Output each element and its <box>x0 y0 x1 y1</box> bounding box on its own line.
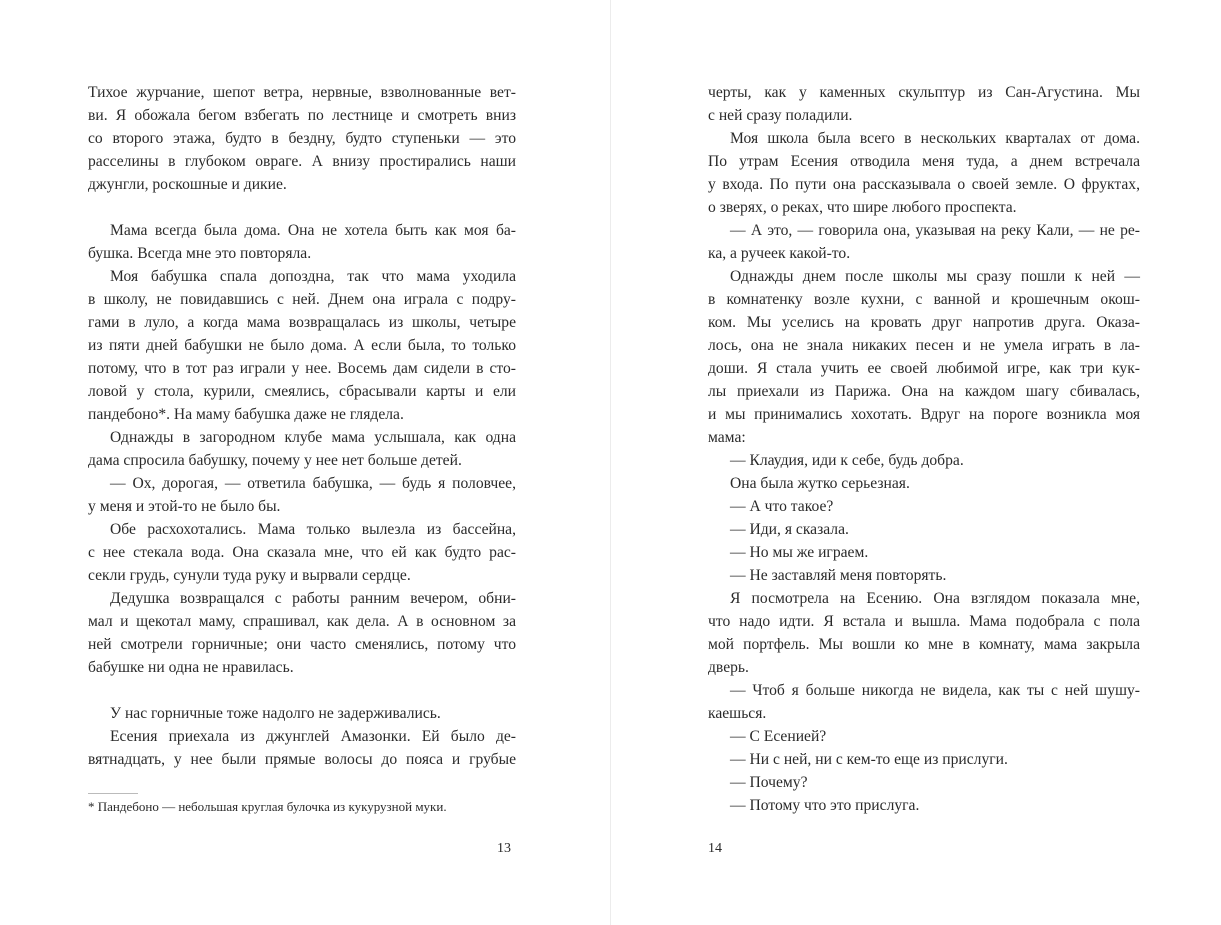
text-line: потому, что в тот раз играли у нее. Восемь дам сидели в сто- <box>88 360 516 377</box>
text-line: мама: <box>708 429 746 446</box>
text-line: Я посмотрела на Есению. Она взглядом показала мне, <box>730 590 1140 607</box>
footnote-rule <box>88 793 138 794</box>
paragraph <box>88 472 516 518</box>
page-number-left: 13 <box>497 841 511 856</box>
paragraph <box>708 679 1140 725</box>
text-line: бабушке ни одна не нравилась. <box>88 659 294 676</box>
paragraph <box>708 81 1140 127</box>
text-line: секли грудь, сунули туда руку и вырвали сердце. <box>88 567 411 584</box>
text-line: Она была жутко серьезная. <box>730 475 910 492</box>
text-line: Тихое журчание, шепот ветра, нервные, взволнованные вет- <box>88 84 516 101</box>
text-line: ком. Мы уселись на кровать друг напротив друга. Оказа- <box>708 314 1140 331</box>
text-line: ка, а ручеек какой-то. <box>708 245 851 262</box>
text-line: у входа. По пути она рассказывала о своей земле. О фруктах, <box>708 176 1140 193</box>
paragraph <box>88 725 516 771</box>
paragraph <box>88 265 516 426</box>
text-line: Есения приехала из джунглей Амазонки. Ей было де- <box>110 728 516 745</box>
text-line: джунгли, роскошные и дикие. <box>88 176 287 193</box>
text-line: с нее стекала вода. Она сказала мне, что ей как будто рас- <box>88 544 516 561</box>
text-line: пандебоно*. На маму бабушка даже не глядела. <box>88 406 404 423</box>
text-line: каешься. <box>708 705 767 722</box>
text-line: лы приехали из Парижа. Она на каждом шагу сбивалась, <box>708 383 1140 400</box>
text-line: — Клаудия, иди к себе, будь добра. <box>730 452 964 469</box>
text-line: — Ни с ней, ни с кем-то еще из прислуги. <box>730 751 1008 768</box>
text-line: о зверях, о реках, что шире любого проспекта. <box>708 199 1017 216</box>
text-line: расселины в глубоком овраге. А внизу простирались наши <box>88 153 516 170</box>
text-line: из пяти дней бабушки не было дома. А если была, то только <box>88 337 516 354</box>
section-break <box>88 196 516 219</box>
text-line: — Чтоб я больше никогда не видела, как ты с ней шушу- <box>730 682 1140 699</box>
text-line: лось, она не знала никаких песен и не умела играть в ла- <box>708 337 1140 354</box>
paragraph <box>88 587 516 679</box>
text-line: — Потому что это прислуга. <box>730 797 920 814</box>
text-line: у меня и этой-то не было бы. <box>88 498 281 515</box>
text-line: бушка. Всегда мне это повторяла. <box>88 245 312 262</box>
page-number-right: 14 <box>708 841 722 856</box>
left-page-text <box>88 81 516 771</box>
text-line: — С Есенией? <box>730 728 827 745</box>
section-break <box>88 679 516 702</box>
footnote: * Пандебоно — небольшая круглая булочка из кукурузной муки. <box>88 799 447 814</box>
paragraph <box>708 748 1140 771</box>
text-line: мой портфель. Мы вошли ко мне в комнату, мама закрыла <box>708 636 1140 653</box>
text-line: Дедушка возвращался с работы ранним вечером, обни- <box>110 590 516 607</box>
paragraph <box>88 518 516 587</box>
paragraph <box>88 702 516 725</box>
text-line: Однажды в загородном клубе мама услышала, как одна <box>110 429 516 446</box>
text-line: со второго этажа, будто в бездну, будто ступеньки — это <box>88 130 516 147</box>
text-line: с ней сразу поладили. <box>708 107 853 124</box>
paragraph <box>708 472 1140 495</box>
text-line: мал и щекотал маму, спрашивал, как дела. А в основном за <box>88 613 516 630</box>
text-line: — Почему? <box>730 774 808 791</box>
text-line: Моя школа была всего в нескольких кварталах от дома. <box>730 130 1140 147</box>
page-gutter <box>610 0 611 925</box>
text-line: ней смотрели горничные; они часто сменялись, потому что <box>88 636 516 653</box>
paragraph <box>88 426 516 472</box>
text-line: в школу, не повидавшись с ней. Днем она играла с подру- <box>88 291 516 308</box>
paragraph <box>708 127 1140 219</box>
text-line: вятнадцать, у нее были прямые волосы до пояса и грубые <box>88 751 516 768</box>
text-line: — А что такое? <box>730 498 834 515</box>
right-page-text <box>708 81 1140 817</box>
text-line: ви. Я обожала бегом взбегать по лестнице и смотреть вниз <box>88 107 516 124</box>
text-line: доши. Я стала учить ее своей любимой игре, как три кук- <box>708 360 1140 377</box>
text-line: Моя бабушка спала допоздна, так что мама уходила <box>110 268 516 285</box>
paragraph <box>708 541 1140 564</box>
paragraph <box>708 725 1140 748</box>
paragraph <box>708 265 1140 449</box>
text-line: и мы принимались хохотать. Вдруг на пороге возникла моя <box>708 406 1140 423</box>
text-line: дверь. <box>708 659 749 676</box>
paragraph <box>708 587 1140 679</box>
text-line: Мама всегда была дома. Она не хотела быть как моя ба- <box>110 222 516 239</box>
paragraph <box>708 564 1140 587</box>
paragraph <box>708 794 1140 817</box>
text-line: что надо идти. Я встала и вышла. Мама подобрала с пола <box>708 613 1140 630</box>
paragraph <box>88 219 516 265</box>
text-line: — Иди, я сказала. <box>730 521 849 538</box>
text-line: — Но мы же играем. <box>730 544 869 561</box>
text-line: гами в луло, а когда мама возвращалась из школы, четыре <box>88 314 516 331</box>
paragraph <box>708 518 1140 541</box>
text-line: — А это, — говорила она, указывая на реку Кали, — не ре- <box>730 222 1140 239</box>
text-line: черты, как у каменных скульптур из Сан-Агустина. Мы <box>708 84 1140 101</box>
text-line: в комнатенку возле кухни, с ванной и крошечным окош- <box>708 291 1140 308</box>
text-line: дама спросила бабушку, почему у нее нет больше детей. <box>88 452 462 469</box>
text-line: ловой у стола, курили, смеялись, сбрасывали карты и ели <box>88 383 516 400</box>
paragraph <box>708 449 1140 472</box>
text-line: — Ох, дорогая, — ответила бабушка, — будь я половчее, <box>110 475 516 492</box>
paragraph <box>708 495 1140 518</box>
text-line: По утрам Есения отводила меня туда, а днем встречала <box>708 153 1140 170</box>
text-line: Однажды днем после школы мы сразу пошли к ней — <box>730 268 1140 285</box>
paragraph <box>708 771 1140 794</box>
text-line: Обе расхохотались. Мама только вылезла из бассейна, <box>110 521 516 538</box>
text-line: — Не заставляй меня повторять. <box>730 567 947 584</box>
paragraph <box>708 219 1140 265</box>
text-line: У нас горничные тоже надолго не задерживались. <box>110 705 441 722</box>
paragraph <box>88 81 516 196</box>
